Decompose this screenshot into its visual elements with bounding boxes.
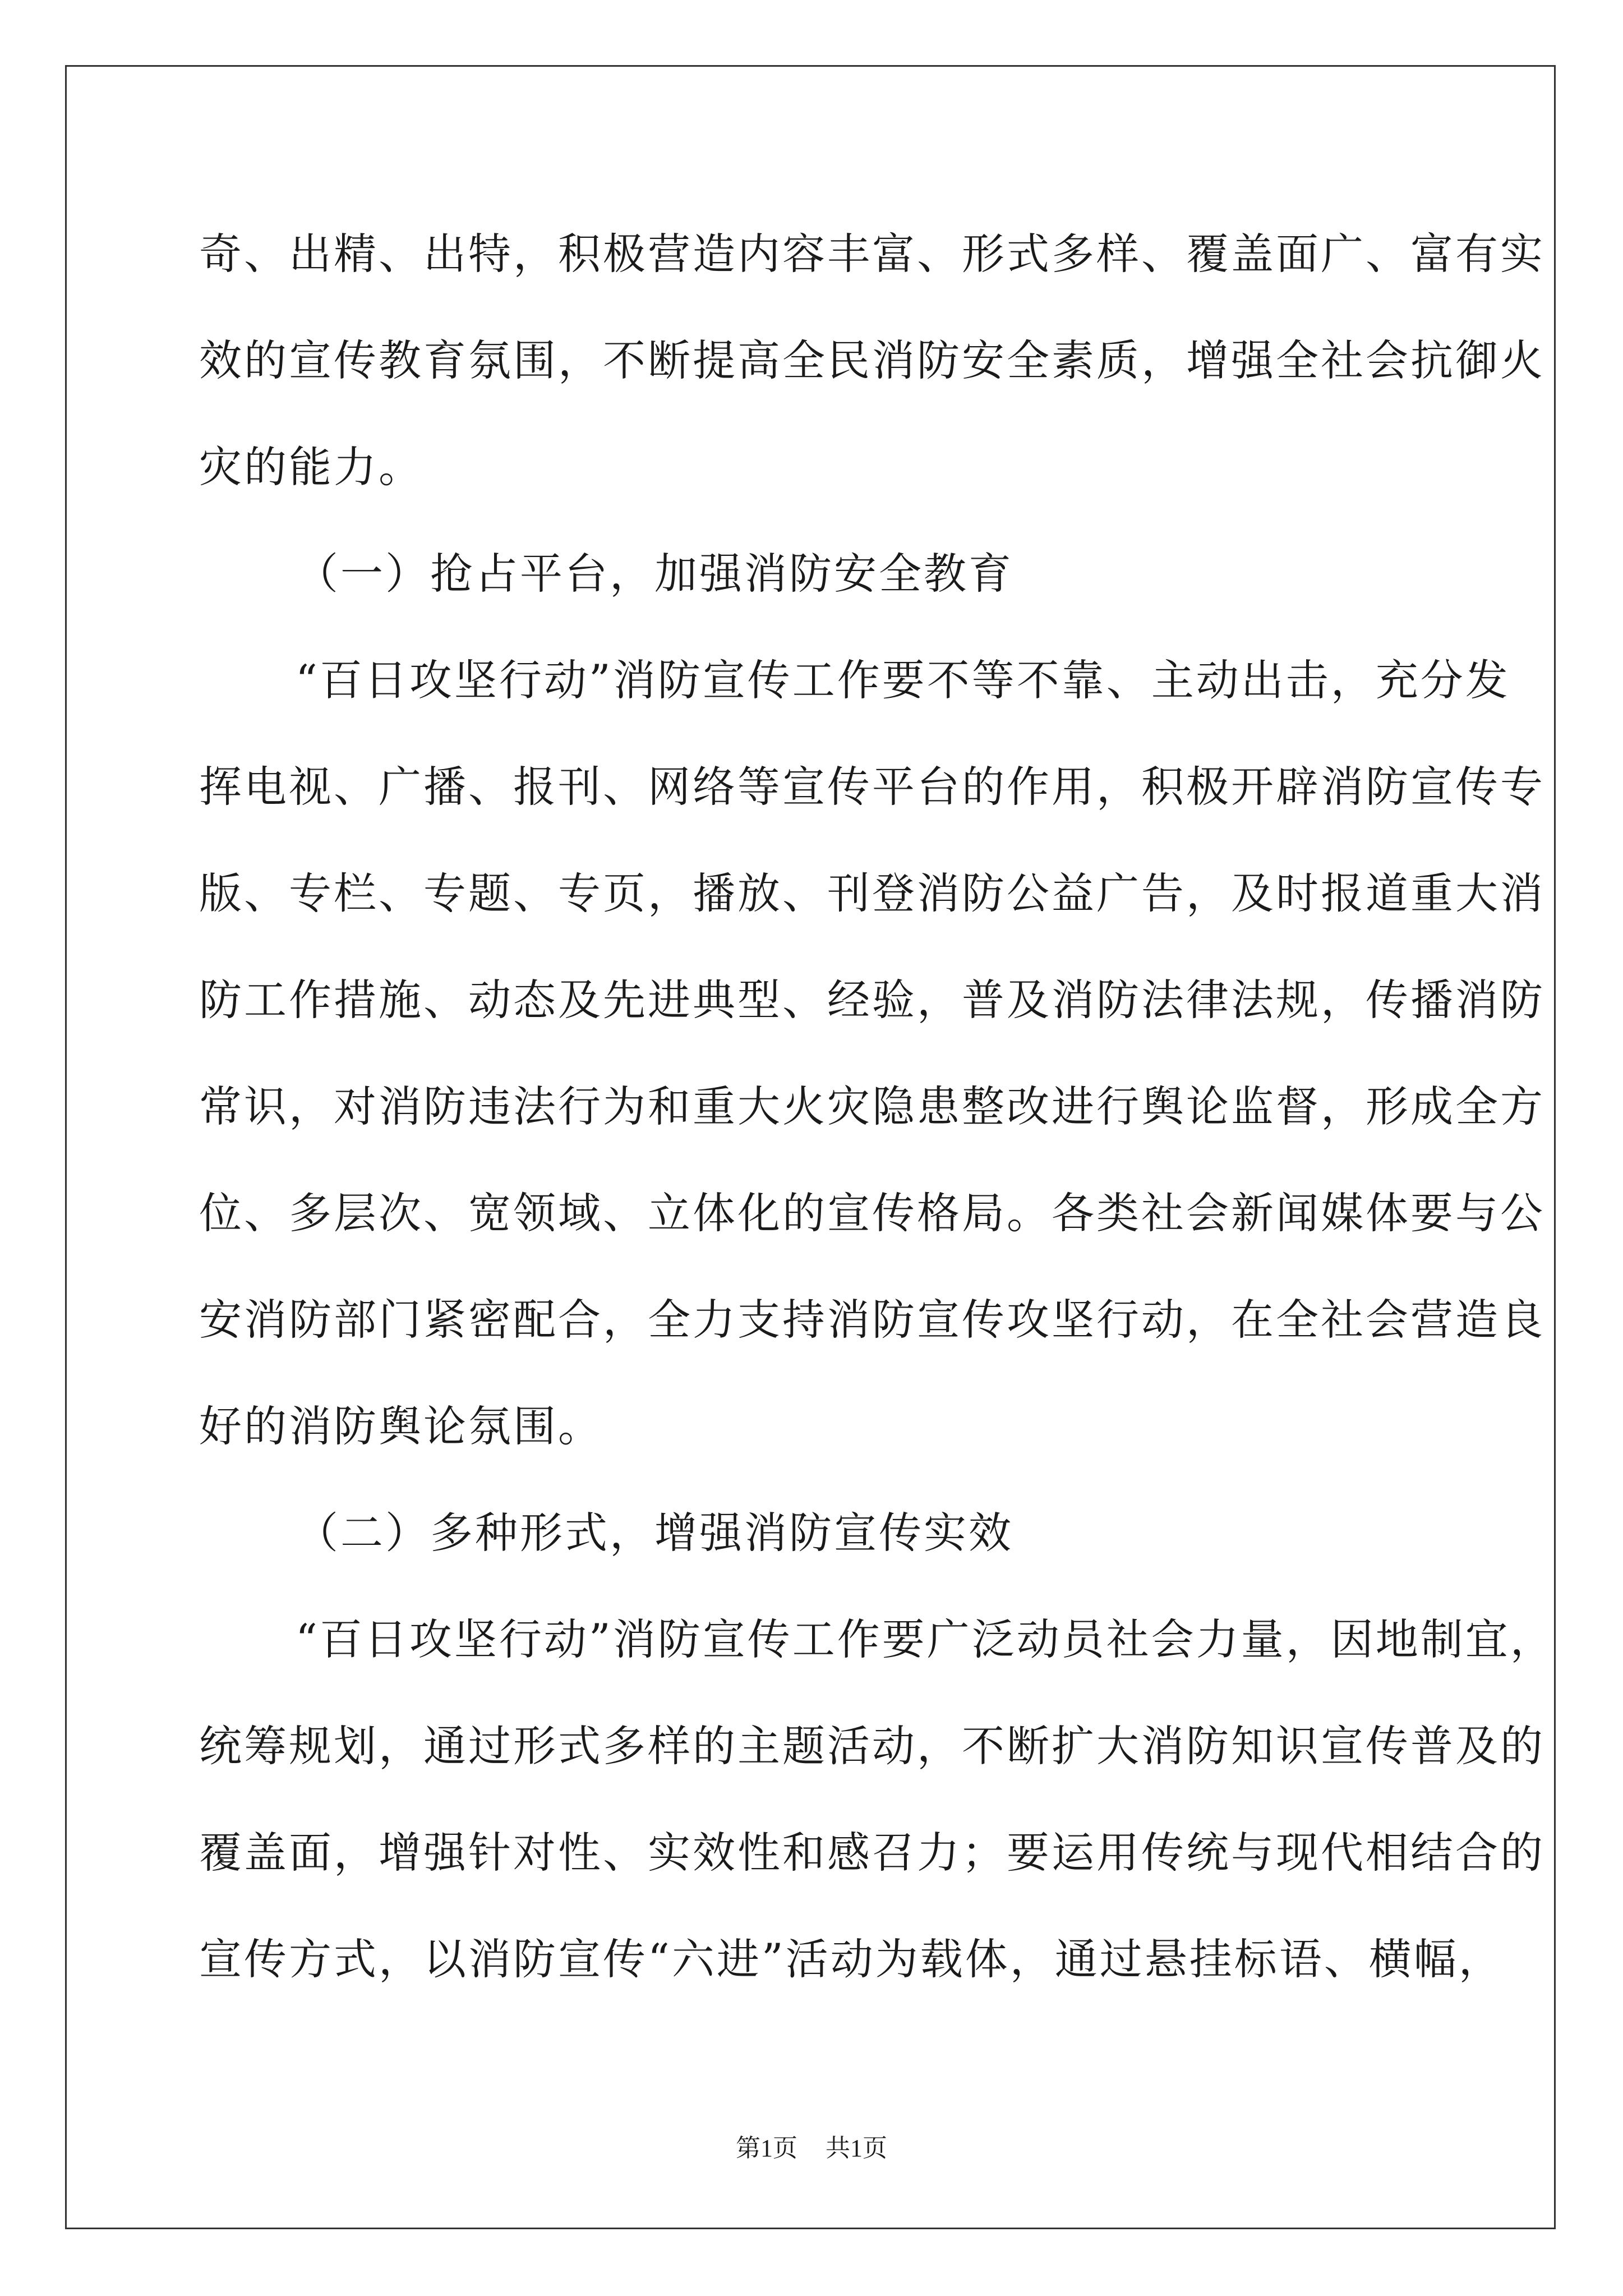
page-number-total: 共1页 xyxy=(826,2134,887,2162)
page-number-current: 第1页 xyxy=(736,2134,797,2162)
text-line: 效的宣传教育氛围，不断提高全民消防安全素质，增强全社会抗御火 xyxy=(199,335,1545,385)
page-footer xyxy=(0,2132,1623,2165)
text-line: 安消防部门紧密配合，全力支持消防宣传攻坚行动，在全社会营造良 xyxy=(199,1295,1545,1345)
document-body xyxy=(199,212,1555,2024)
text-line: 统筹规划，通过形式多样的主题活动，不断扩大消防知识宣传普及的 xyxy=(199,1721,1545,1771)
text-line: 覆盖面，增强针对性、实效性和感召力；要运用传统与现代相结合的 xyxy=(199,1828,1545,1878)
text-line: 奇、出精、出特，积极营造内容丰富、形式多样、覆盖面广、富有实 xyxy=(199,229,1545,279)
text-line: “百日攻坚行动”消防宣传工作要广泛动员社会力量，因地制宜， xyxy=(296,1614,1555,1664)
text-line: 宣传方式，以消防宣传“六进”活动为载体，通过悬挂标语、横幅， xyxy=(199,1934,1504,1984)
text-line: 常识，对消防违法行为和重大火灾隐患整改进行舆论监督，形成全方 xyxy=(199,1082,1545,1131)
text-line: 防工作措施、动态及先进典型、经验，普及消防法律法规，传播消防 xyxy=(199,975,1545,1025)
text-line: 好的消防舆论氛围。 xyxy=(199,1401,603,1451)
text-line: 灾的能力。 xyxy=(199,442,423,492)
text-line: “百日攻坚行动”消防宣传工作要不等不靠、主动出击，充分发 xyxy=(296,655,1510,705)
section-heading-1: （一）抢占平台，加强消防安全教育 xyxy=(296,549,1013,599)
text-line: 挥电视、广播、报刊、网络等宣传平台的作用，积极开辟消防宣传专 xyxy=(199,762,1545,812)
text-line: 位、多层次、宽领域、立体化的宣传格局。各类社会新闻媒体要与公 xyxy=(199,1188,1545,1238)
text-line: 版、专栏、专题、专页，播放、刊登消防公益广告，及时报道重大消 xyxy=(199,868,1545,918)
section-heading-2: （二）多种形式，增强消防宣传实效 xyxy=(296,1508,1013,1558)
